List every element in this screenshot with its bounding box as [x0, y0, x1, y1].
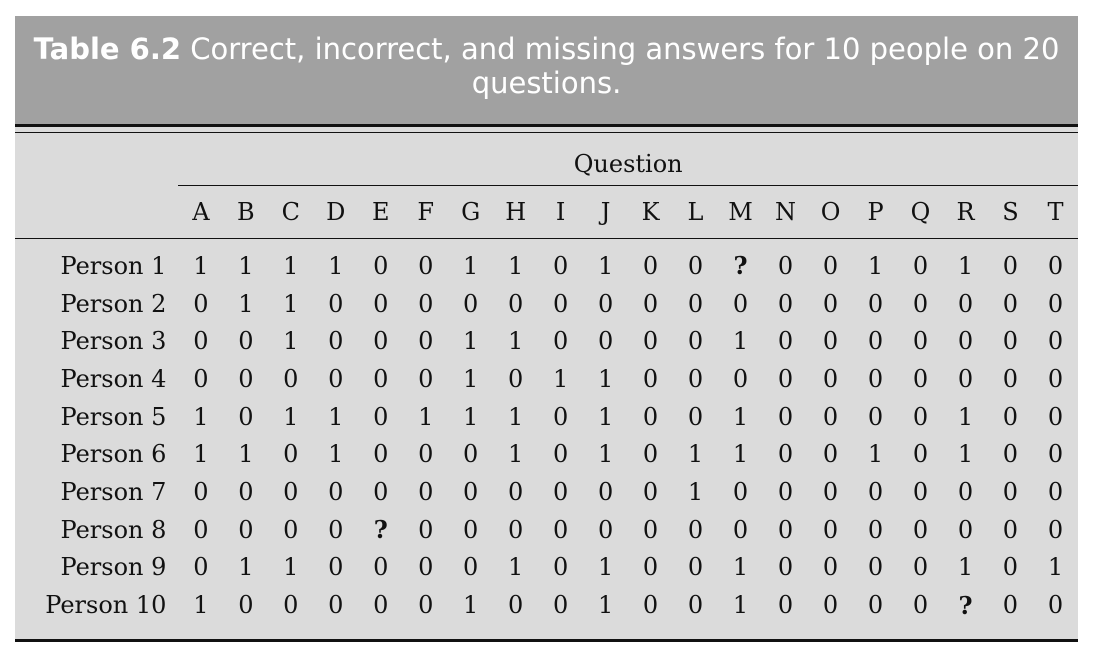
- answer-cell: 1: [508, 440, 524, 469]
- answer-cell: 1: [732, 402, 749, 431]
- answer-cell: 0: [687, 289, 704, 318]
- answer-cell: 0: [777, 591, 794, 620]
- answer-cell: 0: [283, 591, 299, 620]
- answer-cell: 0: [238, 591, 254, 620]
- answer-cell: 1: [957, 553, 974, 582]
- answer-cell: 0: [553, 327, 569, 356]
- answer-cell: 1: [283, 251, 299, 280]
- answer-cell: 0: [822, 327, 839, 356]
- row-label: Person 1: [60, 251, 167, 280]
- answer-cell: 0: [1047, 477, 1064, 506]
- answer-cell: 0: [373, 402, 389, 431]
- answer-cell: 0: [508, 591, 524, 620]
- table-row: [15, 239, 1078, 285]
- answer-cell: 0: [777, 515, 794, 544]
- column-header-b: B: [223, 186, 268, 239]
- answer-cell: 1: [687, 440, 704, 469]
- answer-cell: 0: [1002, 327, 1019, 356]
- answer-cell: 0: [777, 477, 794, 506]
- answer-cell: 1: [957, 251, 974, 280]
- answer-cell: 0: [283, 364, 299, 393]
- answer-cell: 1: [418, 402, 434, 431]
- column-header-l: L: [673, 186, 718, 239]
- row-label: Person 7: [60, 477, 167, 506]
- answer-cell: 0: [822, 515, 839, 544]
- answer-cell: 0: [193, 289, 209, 318]
- answer-cell: 0: [687, 327, 704, 356]
- answer-cell: 0: [1047, 251, 1064, 280]
- answer-cell: 0: [373, 364, 389, 393]
- table-row: [15, 285, 1078, 323]
- answer-cell: 0: [508, 289, 524, 318]
- answer-cell: 0: [642, 402, 659, 431]
- answer-cell: 0: [867, 515, 884, 544]
- answer-cell: 1: [597, 402, 614, 431]
- answer-cell: 0: [328, 327, 344, 356]
- answer-cell: 1: [508, 327, 524, 356]
- column-header-a: A: [178, 186, 223, 239]
- row-label: Person 2: [60, 289, 167, 318]
- answer-cell: 0: [553, 289, 569, 318]
- answer-cell: 0: [418, 440, 434, 469]
- answer-cell: 0: [328, 515, 344, 544]
- answer-cell: 0: [687, 364, 704, 393]
- answer-cell: 0: [642, 289, 659, 318]
- answer-cell: 1: [328, 251, 344, 280]
- answer-cell: 0: [687, 591, 704, 620]
- answer-cell: 0: [912, 440, 929, 469]
- answer-cell: 0: [822, 591, 839, 620]
- answer-cell: 0: [1047, 440, 1064, 469]
- answer-cell: 0: [642, 251, 659, 280]
- answer-cell: 0: [238, 402, 254, 431]
- answer-cell: 0: [597, 477, 614, 506]
- answer-cell: 0: [553, 402, 569, 431]
- answer-cell: 0: [912, 477, 929, 506]
- column-header-o: O: [808, 186, 853, 239]
- row-header-blank: [15, 186, 178, 239]
- answer-cell: 0: [957, 289, 974, 318]
- answer-cell: 1: [597, 251, 614, 280]
- row-label: Person 4: [60, 364, 167, 393]
- answer-cell: 0: [642, 440, 659, 469]
- column-header-g: G: [448, 186, 493, 239]
- column-header-k: K: [628, 186, 673, 239]
- answer-cell: 0: [777, 251, 794, 280]
- answer-cell: 1: [867, 251, 884, 280]
- answers-table: [15, 143, 1078, 624]
- row-label: Person 9: [60, 553, 167, 582]
- answer-cell: 1: [732, 553, 749, 582]
- column-header-j: J: [583, 186, 628, 239]
- table-row: [15, 435, 1078, 473]
- answer-cell: 1: [193, 402, 209, 431]
- answer-cell: 0: [732, 289, 749, 318]
- answer-cell: 0: [912, 364, 929, 393]
- answer-cell: 0: [687, 553, 704, 582]
- answer-cell: 1: [283, 402, 299, 431]
- answer-cell: 1: [463, 591, 479, 620]
- answer-cell: 0: [1002, 440, 1019, 469]
- answer-cell: 0: [867, 477, 884, 506]
- answer-cell: 0: [553, 251, 569, 280]
- answer-cell: 0: [912, 251, 929, 280]
- answer-cell: 0: [822, 402, 839, 431]
- column-header-m: M: [718, 186, 763, 239]
- answer-cell: 0: [822, 364, 839, 393]
- answer-cell: 1: [957, 402, 974, 431]
- table-caption-text: Correct, incorrect, and missing answers for 10 people on 20 questions.: [190, 32, 1060, 100]
- answer-cell: 0: [912, 289, 929, 318]
- answer-cell: 0: [867, 591, 884, 620]
- answer-cell: 0: [193, 364, 209, 393]
- table-row: [15, 549, 1078, 587]
- column-header-i: I: [538, 186, 583, 239]
- answer-cell: 0: [1047, 364, 1064, 393]
- column-header-f: F: [403, 186, 448, 239]
- answer-cell: 0: [463, 440, 479, 469]
- answer-cell: 1: [597, 364, 614, 393]
- column-header-row: [15, 186, 1078, 239]
- answer-cell: 0: [373, 553, 389, 582]
- answer-cell: 0: [373, 289, 389, 318]
- answer-cell: 1: [508, 251, 524, 280]
- answer-cell: 0: [283, 477, 299, 506]
- answer-cell: 0: [418, 251, 434, 280]
- answer-cell: 1: [597, 553, 614, 582]
- answer-cell: 0: [283, 440, 299, 469]
- answer-cell: 0: [553, 553, 569, 582]
- answer-cell: 1: [732, 440, 749, 469]
- answer-cell: 0: [822, 440, 839, 469]
- missing-answer-cell: ?: [958, 590, 973, 620]
- answer-cell: 0: [957, 477, 974, 506]
- row-label: Person 8: [60, 515, 167, 544]
- question-group-header: Question: [178, 143, 1078, 186]
- answer-cell: 0: [687, 251, 704, 280]
- answer-cell: 0: [1002, 289, 1019, 318]
- answer-cell: 0: [732, 515, 749, 544]
- answer-cell: 0: [912, 591, 929, 620]
- answer-cell: 1: [508, 553, 524, 582]
- answer-cell: 1: [597, 591, 614, 620]
- table-rows: [15, 239, 1078, 624]
- answer-cell: 0: [1047, 289, 1064, 318]
- answer-cell: 0: [912, 515, 929, 544]
- column-header-t: T: [1033, 186, 1078, 239]
- answer-cell: 0: [1002, 364, 1019, 393]
- answer-cell: 0: [238, 327, 254, 356]
- column-header-s: S: [988, 186, 1033, 239]
- answer-cell: 1: [463, 327, 479, 356]
- answer-cell: 0: [597, 289, 614, 318]
- answer-cell: 1: [283, 553, 299, 582]
- answer-cell: 0: [1002, 251, 1019, 280]
- answer-cell: 1: [193, 591, 209, 620]
- answer-cell: 0: [867, 327, 884, 356]
- answer-cell: 0: [418, 289, 434, 318]
- answer-cell: 0: [822, 289, 839, 318]
- answer-cell: 0: [553, 440, 569, 469]
- answer-cell: 0: [1002, 402, 1019, 431]
- answer-cell: 0: [553, 477, 569, 506]
- answer-cell: 1: [553, 364, 569, 393]
- answer-cell: 0: [193, 515, 209, 544]
- answer-cell: 0: [642, 327, 659, 356]
- answer-cell: 0: [418, 591, 434, 620]
- column-header-n: N: [763, 186, 808, 239]
- answer-cell: 0: [822, 553, 839, 582]
- answer-cell: 0: [328, 553, 344, 582]
- answer-cell: 0: [777, 289, 794, 318]
- table-body-panel: [15, 124, 1078, 642]
- answer-cell: 0: [822, 477, 839, 506]
- answer-cell: 0: [238, 364, 254, 393]
- answer-cell: 1: [687, 477, 704, 506]
- answer-cell: 0: [912, 553, 929, 582]
- answer-cell: 1: [732, 591, 749, 620]
- missing-answer-cell: ?: [733, 251, 748, 281]
- answer-cell: 0: [777, 364, 794, 393]
- answer-cell: 0: [508, 477, 524, 506]
- column-header-c: C: [268, 186, 313, 239]
- row-label: Person 3: [60, 327, 167, 356]
- answer-cell: 0: [867, 289, 884, 318]
- answer-cell: 0: [1002, 591, 1019, 620]
- answer-cell: 0: [642, 515, 659, 544]
- answer-cell: 1: [238, 553, 254, 582]
- row-label: Person 6: [60, 440, 167, 469]
- answer-cell: 0: [642, 364, 659, 393]
- answer-cell: 1: [238, 251, 254, 280]
- answer-cell: 1: [283, 327, 299, 356]
- answer-cell: 0: [687, 515, 704, 544]
- table-row: [15, 511, 1078, 549]
- column-header-r: R: [943, 186, 988, 239]
- answer-cell: 1: [328, 402, 344, 431]
- answer-cell: 1: [1047, 553, 1064, 582]
- answer-cell: 0: [418, 515, 434, 544]
- answer-cell: 1: [193, 251, 209, 280]
- answer-cell: 0: [193, 553, 209, 582]
- answer-cell: 1: [957, 440, 974, 469]
- answer-cell: 0: [463, 553, 479, 582]
- answer-cell: 0: [957, 364, 974, 393]
- answer-cell: 0: [732, 477, 749, 506]
- answer-cell: 0: [418, 553, 434, 582]
- answer-cell: 0: [373, 591, 389, 620]
- answer-cell: 0: [732, 364, 749, 393]
- answer-cell: 0: [867, 553, 884, 582]
- table-row: [15, 473, 1078, 511]
- answer-cell: 0: [597, 515, 614, 544]
- answer-cell: 1: [732, 327, 749, 356]
- answer-cell: 1: [508, 402, 524, 431]
- answer-cell: 0: [687, 402, 704, 431]
- answer-cell: 0: [193, 477, 209, 506]
- answer-cell: 0: [867, 402, 884, 431]
- answer-cell: 0: [777, 327, 794, 356]
- answer-cell: 0: [777, 402, 794, 431]
- answer-cell: 0: [1047, 402, 1064, 431]
- column-header-e: E: [358, 186, 403, 239]
- answer-cell: 0: [418, 477, 434, 506]
- answer-cell: 0: [1002, 553, 1019, 582]
- answer-cell: 1: [328, 440, 344, 469]
- answer-cell: 1: [193, 440, 209, 469]
- table-label: Table 6.2: [33, 32, 182, 66]
- answer-cell: 0: [912, 327, 929, 356]
- answer-cell: 0: [193, 327, 209, 356]
- answer-cell: 0: [418, 327, 434, 356]
- answer-cell: 1: [463, 402, 479, 431]
- answer-cell: 0: [642, 477, 659, 506]
- answer-cell: 0: [463, 477, 479, 506]
- answer-cell: 0: [1002, 515, 1019, 544]
- column-header-p: P: [853, 186, 898, 239]
- answer-cell: 1: [597, 440, 614, 469]
- answer-cell: 0: [642, 553, 659, 582]
- answer-cell: 0: [957, 515, 974, 544]
- answer-cell: 0: [418, 364, 434, 393]
- answer-cell: 0: [373, 477, 389, 506]
- answer-cell: 0: [1002, 477, 1019, 506]
- answer-cell: 0: [238, 515, 254, 544]
- answer-cell: 0: [777, 553, 794, 582]
- answer-cell: 0: [867, 364, 884, 393]
- answer-cell: 0: [508, 364, 524, 393]
- table-row: [15, 398, 1078, 436]
- answer-cell: 0: [822, 251, 839, 280]
- answer-cell: 1: [463, 364, 479, 393]
- table-row: [15, 586, 1078, 624]
- answer-cell: 0: [553, 515, 569, 544]
- column-header-d: D: [313, 186, 358, 239]
- answer-cell: 0: [777, 440, 794, 469]
- answer-cell: 0: [642, 591, 659, 620]
- answer-cell: 0: [597, 327, 614, 356]
- answer-cell: 0: [328, 364, 344, 393]
- row-label: Person 5: [60, 402, 167, 431]
- answer-cell: 0: [912, 402, 929, 431]
- answer-cell: 0: [238, 477, 254, 506]
- row-label: Person 10: [45, 591, 167, 620]
- table-row: [15, 322, 1078, 360]
- answer-cell: 0: [373, 251, 389, 280]
- answer-cell: 1: [283, 289, 299, 318]
- answer-cell: 0: [463, 289, 479, 318]
- answer-cell: 1: [463, 251, 479, 280]
- answer-cell: 1: [867, 440, 884, 469]
- missing-answer-cell: ?: [373, 515, 388, 545]
- answer-cell: 1: [238, 440, 254, 469]
- answer-cell: 0: [508, 515, 524, 544]
- answer-cell: 0: [373, 440, 389, 469]
- answer-cell: 1: [238, 289, 254, 318]
- table-row: [15, 360, 1078, 398]
- answer-cell: 0: [328, 477, 344, 506]
- answer-cell: 0: [1047, 327, 1064, 356]
- table-caption: [15, 16, 1078, 124]
- answer-cell: 0: [1047, 591, 1064, 620]
- answer-cell: 0: [283, 515, 299, 544]
- answer-cell: 0: [328, 289, 344, 318]
- answer-cell: 0: [553, 591, 569, 620]
- answer-cell: 0: [1047, 515, 1064, 544]
- answer-cell: 0: [328, 591, 344, 620]
- answer-cell: 0: [463, 515, 479, 544]
- column-header-q: Q: [898, 186, 943, 239]
- answer-cell: 0: [373, 327, 389, 356]
- corner-cell: [15, 143, 178, 186]
- answer-cell: 0: [957, 327, 974, 356]
- rule-line: [15, 132, 1078, 133]
- column-header-h: H: [493, 186, 538, 239]
